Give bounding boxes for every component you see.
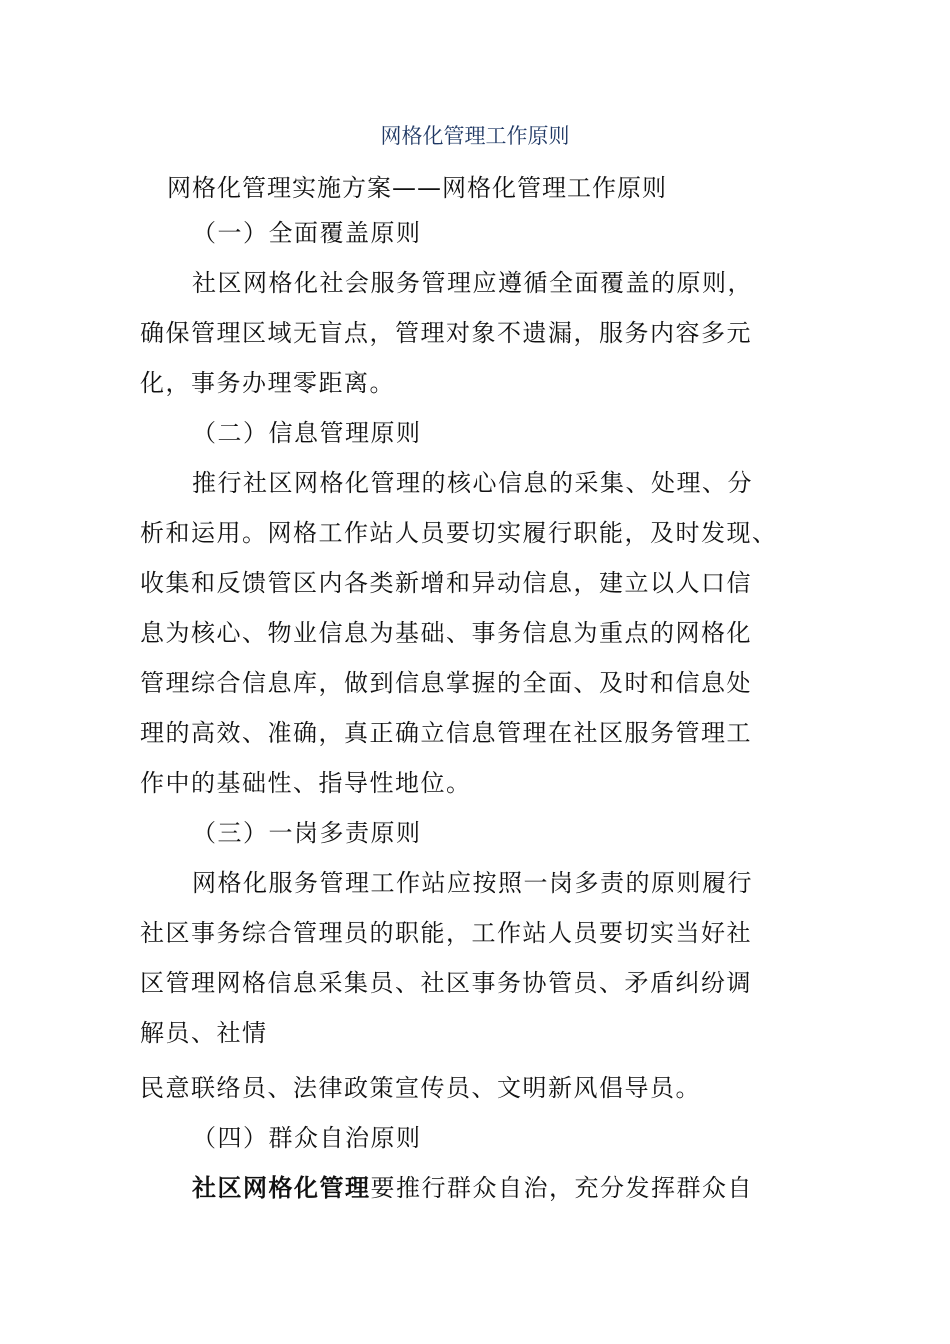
paragraph-line: 作中的基础性、指导性地位。	[140, 769, 472, 797]
section-heading: （四）群众自治原则	[192, 1124, 422, 1152]
paragraph-line: 息为核心、物业信息为基础、事务信息为重点的网格化	[140, 619, 752, 647]
paragraph-line: 网格化服务管理工作站应按照一岗多责的原则履行	[192, 869, 753, 897]
section-heading: （三）一岗多责原则	[192, 819, 422, 847]
paragraph-line: 社区网格化社会服务管理应遵循全面覆盖的原则，	[192, 269, 753, 297]
paragraph-line: 理的高效、准确，真正确立信息管理在社区服务管理工	[140, 719, 752, 747]
document-subtitle: 网格化管理实施方案——网格化管理工作原则	[167, 174, 667, 202]
paragraph-line	[192, 1168, 753, 1203]
paragraph-line: 区管理网格信息采集员、社区事务协管员、矛盾纠纷调	[140, 969, 752, 997]
paragraph-line: 收集和反馈管区内各类新增和异动信息，建立以人口信	[140, 569, 752, 597]
paragraph-line: 推行社区网格化管理的核心信息的采集、处理、分	[192, 469, 753, 497]
paragraph-line: 管理综合信息库，做到信息掌握的全面、及时和信息处	[140, 669, 752, 697]
paragraph-line: 社区事务综合管理员的职能，工作站人员要切实当好社	[140, 919, 752, 947]
paragraph-line: 析和运用。网格工作站人员要切实履行职能，及时发现、	[140, 519, 778, 547]
paragraph-line: 化，事务办理零距离。	[140, 369, 395, 397]
bold-term: 社区网格化管理	[192, 1174, 371, 1202]
section-heading: （二）信息管理原则	[192, 419, 422, 447]
paragraph-line: 民意联络员、法律政策宣传员、文明新风倡导员。	[140, 1074, 701, 1102]
section-heading: （一）全面覆盖原则	[192, 219, 422, 247]
paragraph-line: 解员、社情	[140, 1019, 268, 1047]
paragraph-text: 要推行群众自治，充分发挥群众自	[370, 1174, 753, 1202]
paragraph-line: 确保管理区域无盲点，管理对象不遗漏，服务内容多元	[140, 319, 752, 347]
document-title: 网格化管理工作原则	[380, 124, 570, 148]
